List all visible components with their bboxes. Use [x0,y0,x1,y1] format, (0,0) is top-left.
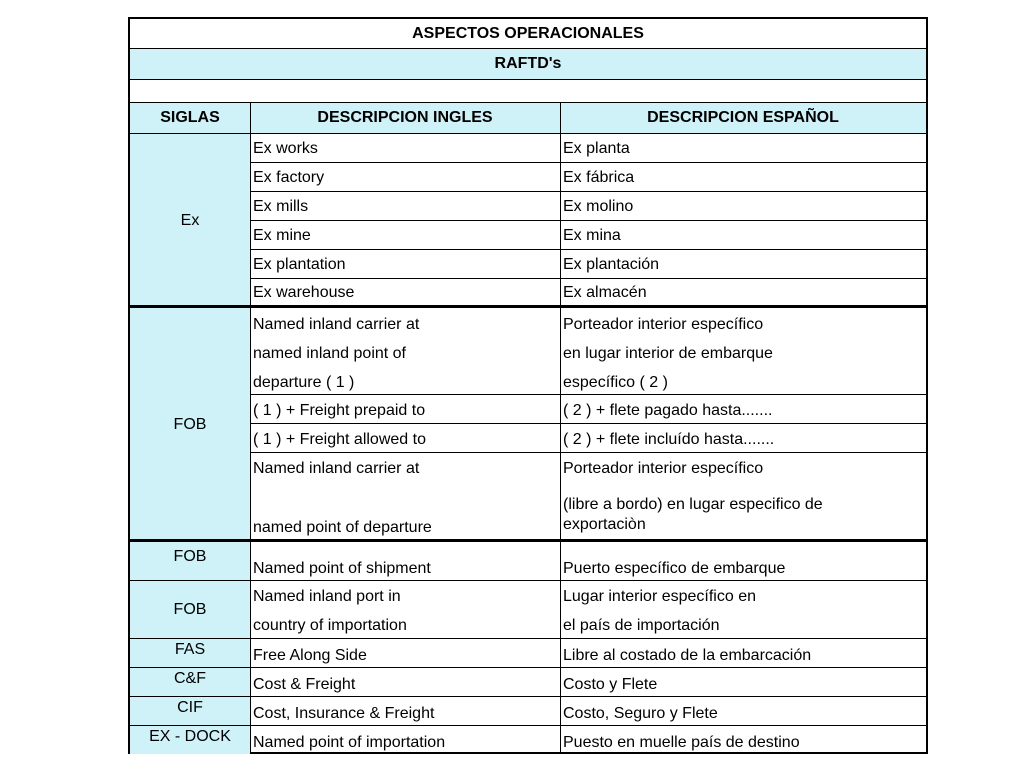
group-fas [130,639,926,667]
list-item: country of importation [253,617,407,634]
header-siglas: SIGLAS [130,103,250,133]
list-item: Libre al costado de la embarcación [563,647,812,664]
list-item: Ex plantación [563,256,660,273]
header-espanol: DESCRIPCION ESPAÑOL [560,103,926,133]
fas-en-cell [250,639,560,667]
cf-es-cell [560,668,926,696]
list-item: Named inland carrier at [253,460,420,477]
list-item: Puesto en muelle país de destino [563,734,800,751]
sigla-fas: FAS [130,639,250,667]
empty-band [130,80,926,102]
terms-table [128,17,928,754]
row-divider [250,278,926,279]
list-item: ( 2 ) + flete incluído hasta....... [563,431,775,448]
header-ingles: DESCRIPCION INGLES [250,103,560,133]
list-item: el país de importación [563,617,720,634]
list-item: Cost & Freight [253,676,356,693]
row-divider [250,162,926,163]
fob-en-cell [250,308,560,541]
group-fob-import [130,581,926,638]
exdock-en-cell [250,726,560,754]
list-item: Costo y Flete [563,676,658,693]
list-item: Lugar interior específico en [563,588,756,605]
list-item: específico ( 2 ) [563,374,668,391]
sigla-fob-shipment: FOB [130,542,250,580]
list-item: Cost, Insurance & Freight [253,705,435,722]
list-item: Free Along Side [253,647,367,664]
list-item: Named inland carrier at [253,316,420,333]
list-item: Costo, Seguro y Flete [563,705,718,722]
fob-import-en-cell [250,581,560,638]
list-item: ( 2 ) + flete pagado hasta....... [563,402,773,419]
list-item: Ex factory [253,169,325,186]
fob-import-es-cell [560,581,926,638]
cif-es-cell [560,697,926,725]
list-item: Puerto específico de embarque [563,560,786,577]
list-item: Ex planta [563,140,630,157]
fas-es-cell [560,639,926,667]
row-divider [250,220,926,221]
sigla-cf: C&F [130,668,250,696]
cif-en-cell [250,697,560,725]
fob-shipment-es-cell [560,542,926,580]
sigla-fob: FOB [130,308,250,541]
group-exdock [130,726,926,754]
row-divider [250,423,926,424]
row-divider [250,191,926,192]
group-cif [130,697,926,725]
sigla-fob-import: FOB [130,581,250,638]
list-item: departure ( 1 ) [253,374,355,391]
list-item: ( 1 ) + Freight prepaid to [253,402,426,419]
list-item: Named inland port in [253,588,401,605]
list-item: Ex plantation [253,256,346,273]
list-item: Ex molino [563,198,634,215]
list-item: (libre a bordo) en lugar especifico de [563,496,823,513]
group-cf [130,668,926,696]
group-fob-shipment [130,542,926,580]
list-item: Ex warehouse [253,284,355,301]
list-item: Ex almacén [563,284,647,301]
cf-en-cell [250,668,560,696]
list-item: exportaciòn [563,516,646,533]
row-divider [250,394,926,395]
table-subtitle: RAFTD's [130,49,926,79]
list-item: Named point of importation [253,734,446,751]
table-title: ASPECTOS OPERACIONALES [130,19,926,48]
sigla-cif: CIF [130,697,250,725]
row-divider [250,249,926,250]
list-item: Porteador interior específico [563,316,764,333]
list-item: named point of departure [253,519,432,536]
row-divider [250,452,926,453]
list-item: Ex works [253,140,318,157]
list-item: Ex fábrica [563,169,635,186]
fob-shipment-en-cell [250,542,560,580]
list-item: en lugar interior de embarque [563,345,773,362]
list-item: Ex mills [253,198,309,215]
list-item: Ex mina [563,227,621,244]
exdock-es-cell [560,726,926,754]
fob-es-cell [560,308,926,541]
list-item: Porteador interior específico [563,460,764,477]
list-item: Ex mine [253,227,311,244]
list-item: named inland point of [253,345,406,362]
group-fob [130,308,926,541]
list-item: ( 1 ) + Freight allowed to [253,431,426,448]
sigla-ex: Ex [130,134,250,307]
list-item: Named point of shipment [253,560,431,577]
sigla-exdock: EX - DOCK [130,726,250,754]
